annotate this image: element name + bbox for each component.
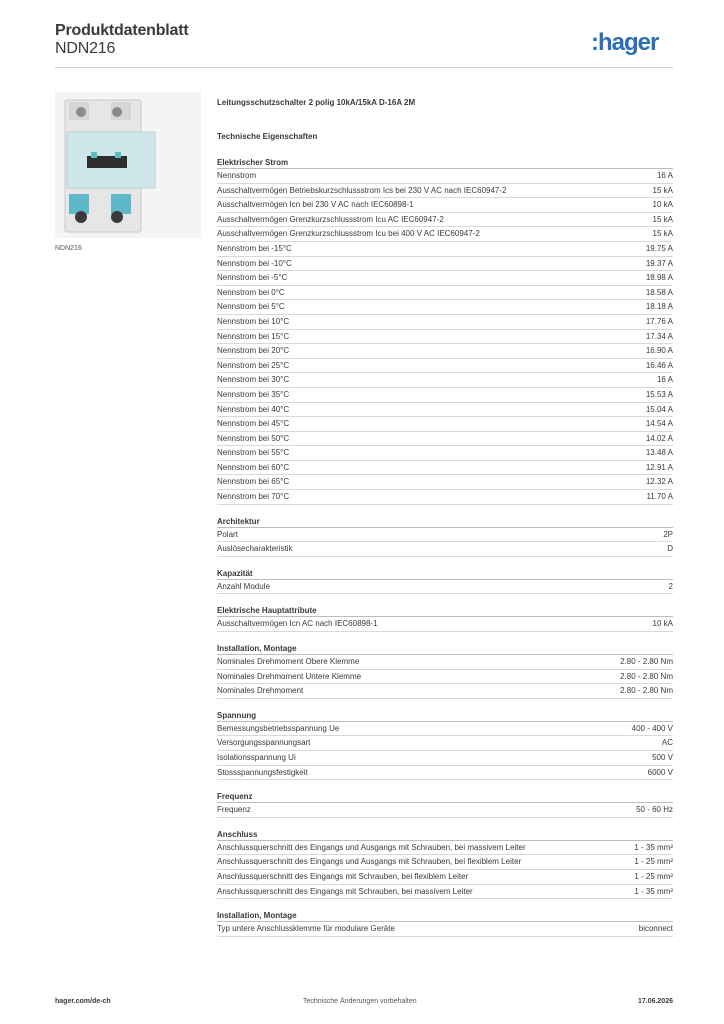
- property-value: 400 - 400 V: [631, 723, 673, 733]
- property-value: 2.80 - 2.80 Nm: [620, 671, 673, 681]
- property-row: [217, 922, 673, 937]
- property-row: [217, 417, 673, 432]
- property-row: [217, 870, 673, 885]
- property-label: Nennstrom bei 25°C: [217, 360, 290, 370]
- property-value: 18.18 A: [645, 302, 673, 312]
- property-value: 15 kA: [652, 214, 673, 224]
- property-label: Nennstrom bei 50°C: [217, 433, 290, 443]
- section-heading: Frequenz: [217, 790, 673, 803]
- property-value: 16.46 A: [645, 360, 673, 370]
- property-label: Nennstrom bei 45°C: [217, 419, 290, 429]
- property-row: [217, 359, 673, 374]
- property-value: biconnect: [638, 924, 673, 934]
- property-section: [217, 909, 673, 937]
- property-value: D: [667, 544, 673, 554]
- property-row: [217, 315, 673, 330]
- property-row: [217, 213, 673, 228]
- property-label: Nennstrom bei 5°C: [217, 302, 285, 312]
- property-label: Nennstrom bei -5°C: [217, 273, 288, 283]
- section-heading: Anschluss: [217, 828, 673, 841]
- footer-website[interactable]: hager.com/de-ch: [55, 998, 111, 1005]
- property-row: [217, 655, 673, 670]
- property-value: 13.48 A: [645, 448, 673, 458]
- property-value: 17.76 A: [645, 316, 673, 326]
- property-row: [217, 885, 673, 900]
- property-value: 19.75 A: [645, 243, 673, 253]
- property-row: [217, 766, 673, 781]
- property-sections: [217, 156, 673, 937]
- property-row: [217, 736, 673, 751]
- property-label: Nennstrom bei 55°C: [217, 448, 290, 458]
- property-value: 11.70 A: [646, 492, 673, 502]
- property-value: 2.80 - 2.80 Nm: [620, 657, 673, 667]
- property-label: Nennstrom bei 15°C: [217, 331, 290, 341]
- property-row: [217, 684, 673, 699]
- property-section: [217, 709, 673, 780]
- property-label: Nominales Drehmoment Obere Klemme: [217, 657, 360, 667]
- footer-notice: Technische Änderungen vorbehalten: [303, 998, 417, 1005]
- property-value: 12.32 A: [645, 477, 673, 487]
- image-caption: NDN216: [55, 245, 82, 252]
- property-value: 10 kA: [652, 619, 673, 629]
- property-row: [217, 184, 673, 199]
- property-row: [217, 330, 673, 345]
- property-label: Nennstrom bei 30°C: [217, 375, 290, 385]
- property-label: Auslösecharakteristik: [217, 544, 293, 554]
- logo-text: :hager: [591, 29, 659, 56]
- section-heading: Architektur: [217, 515, 673, 528]
- property-value: 500 V: [652, 753, 673, 762]
- property-row: [217, 169, 673, 184]
- footer-date: 17.06.2026: [637, 998, 673, 1005]
- property-value: 12.91 A: [645, 462, 673, 472]
- property-label: Stossspannungsfestigkeit: [217, 767, 308, 777]
- property-label: Frequenz: [217, 805, 251, 815]
- property-value: 2P: [663, 529, 673, 539]
- property-section: [217, 642, 673, 699]
- property-label: Bemessungsbetriebsspannung Ue: [217, 723, 340, 733]
- section-heading: Spannung: [217, 709, 673, 722]
- property-row: [217, 300, 673, 315]
- property-value: 2.80 - 2.80 Nm: [620, 686, 673, 696]
- property-row: [217, 803, 673, 818]
- property-section: [217, 604, 673, 632]
- property-value: 1 - 25 mm²: [634, 857, 673, 867]
- property-label: Ausschaltvermögen Grenzkurzschlussstrom Icu AC IEC60947-2: [217, 214, 444, 224]
- property-row: [217, 475, 673, 490]
- property-label: Ausschaltvermögen Icn AC nach IEC60898-1: [217, 619, 378, 629]
- property-row: [217, 446, 673, 461]
- product-description: Leitungsschutzschalter 2 polig 10kA/15kA D-16A 2M: [217, 98, 416, 107]
- property-label: Isolationsspannung Ui: [217, 753, 296, 762]
- product-image: [55, 92, 201, 238]
- property-row: [217, 271, 673, 286]
- property-row: [217, 286, 673, 301]
- property-label: Nennstrom bei 10°C: [217, 316, 290, 326]
- property-row: [217, 841, 673, 856]
- section-heading: Installation, Montage: [217, 909, 673, 922]
- section-heading: Installation, Montage: [217, 642, 673, 655]
- property-value: 16 A: [656, 171, 673, 180]
- property-row: [217, 542, 673, 557]
- property-label: Nennstrom bei 70°C: [217, 492, 290, 502]
- property-label: Nominales Drehmoment: [217, 686, 304, 696]
- property-row: [217, 198, 673, 213]
- property-label: Polart: [217, 529, 238, 539]
- property-row: [217, 751, 673, 766]
- product-datasheet-content: [217, 96, 673, 937]
- product-code: NDN216: [55, 40, 116, 57]
- property-label: Anschlussquerschnitt des Eingangs und Ausgangs mit Schrauben, bei massivem Leiter: [217, 842, 526, 852]
- property-label: Nennstrom bei 65°C: [217, 477, 290, 487]
- property-value: AC: [661, 738, 673, 748]
- section-heading: Kapazität: [217, 567, 673, 580]
- property-value: 14.54 A: [645, 419, 673, 429]
- section-heading: Elektrische Hauptattribute: [217, 604, 673, 617]
- technical-properties-heading: Technische Eigenschaften: [217, 132, 318, 141]
- property-label: Nennstrom bei -10°C: [217, 258, 292, 268]
- property-row: [217, 617, 673, 632]
- property-section: [217, 828, 673, 899]
- property-value: 16 A: [656, 375, 673, 385]
- property-row: [217, 373, 673, 388]
- property-label: Nennstrom bei 0°C: [217, 287, 285, 297]
- property-row: [217, 344, 673, 359]
- property-value: 15 kA: [652, 229, 673, 239]
- property-value: 50 - 60 Hz: [636, 805, 673, 815]
- property-value: 15.04 A: [645, 404, 673, 414]
- hager-logo: [591, 28, 673, 56]
- property-value: 18.58 A: [645, 287, 673, 297]
- property-label: Nennstrom bei -15°C: [217, 243, 292, 253]
- property-row: [217, 670, 673, 685]
- property-row: [217, 403, 673, 418]
- property-label: Anschlussquerschnitt des Eingangs und Ausgangs mit Schrauben, bei flexiblem Leiter: [217, 857, 522, 867]
- property-label: Typ untere Anschlussklemme für modulare Geräte: [217, 924, 395, 934]
- property-value: 14.02 A: [645, 433, 673, 443]
- property-value: 19.37 A: [645, 258, 673, 268]
- property-section: [217, 515, 673, 557]
- property-row: [217, 242, 673, 257]
- property-row: [217, 432, 673, 447]
- property-value: 10 kA: [652, 200, 673, 210]
- property-label: Nominales Drehmoment Untere Klemme: [217, 671, 362, 681]
- property-row: [217, 461, 673, 476]
- property-label: Nennstrom: [217, 171, 257, 180]
- property-row: [217, 257, 673, 272]
- property-label: Ausschaltvermögen Betriebskurzschlussstrom Ics bei 230 V AC nach IEC60947-2: [217, 185, 507, 195]
- property-row: [217, 227, 673, 242]
- property-label: Nennstrom bei 60°C: [217, 462, 290, 472]
- property-value: 15.53 A: [645, 389, 673, 399]
- property-row: [217, 528, 673, 543]
- property-value: 16.90 A: [645, 346, 673, 356]
- property-label: Nennstrom bei 20°C: [217, 346, 290, 356]
- property-label: Nennstrom bei 35°C: [217, 389, 290, 399]
- property-label: Versorgungsspannungsart: [217, 738, 311, 748]
- property-row: [217, 722, 673, 737]
- property-value: 1 - 35 mm²: [634, 842, 673, 852]
- property-value: 1 - 35 mm²: [634, 886, 673, 896]
- property-row: [217, 388, 673, 403]
- property-value: 1 - 25 mm²: [634, 871, 673, 881]
- property-row: [217, 855, 673, 870]
- page-title: Produktdatenblatt: [55, 22, 189, 39]
- property-value: 15 kA: [652, 185, 673, 195]
- property-label: Anzahl Module: [217, 581, 270, 591]
- property-label: Anschlussquerschnitt des Eingangs mit Schrauben, bei flexiblem Leiter: [217, 871, 469, 881]
- property-section: [217, 567, 673, 595]
- property-value: 6000 V: [647, 767, 673, 777]
- property-label: Ausschaltvermögen Icn bei 230 V AC nach IEC60898-1: [217, 200, 414, 210]
- property-row: [217, 490, 673, 505]
- property-value: 2: [668, 581, 673, 591]
- property-section: [217, 790, 673, 818]
- section-heading: Elektrischer Strom: [217, 156, 673, 169]
- property-value: 18.98 A: [645, 273, 673, 283]
- property-section: [217, 156, 673, 505]
- property-row: [217, 580, 673, 595]
- property-label: Nennstrom bei 40°C: [217, 404, 290, 414]
- property-label: Anschlussquerschnitt des Eingangs mit Schrauben, bei massivem Leiter: [217, 886, 473, 896]
- property-value: 17.34 A: [645, 331, 673, 341]
- property-label: Ausschaltvermögen Grenzkurzschlussstrom Icu bei 400 V AC IEC60947-2: [217, 229, 480, 239]
- page-header: [55, 22, 673, 68]
